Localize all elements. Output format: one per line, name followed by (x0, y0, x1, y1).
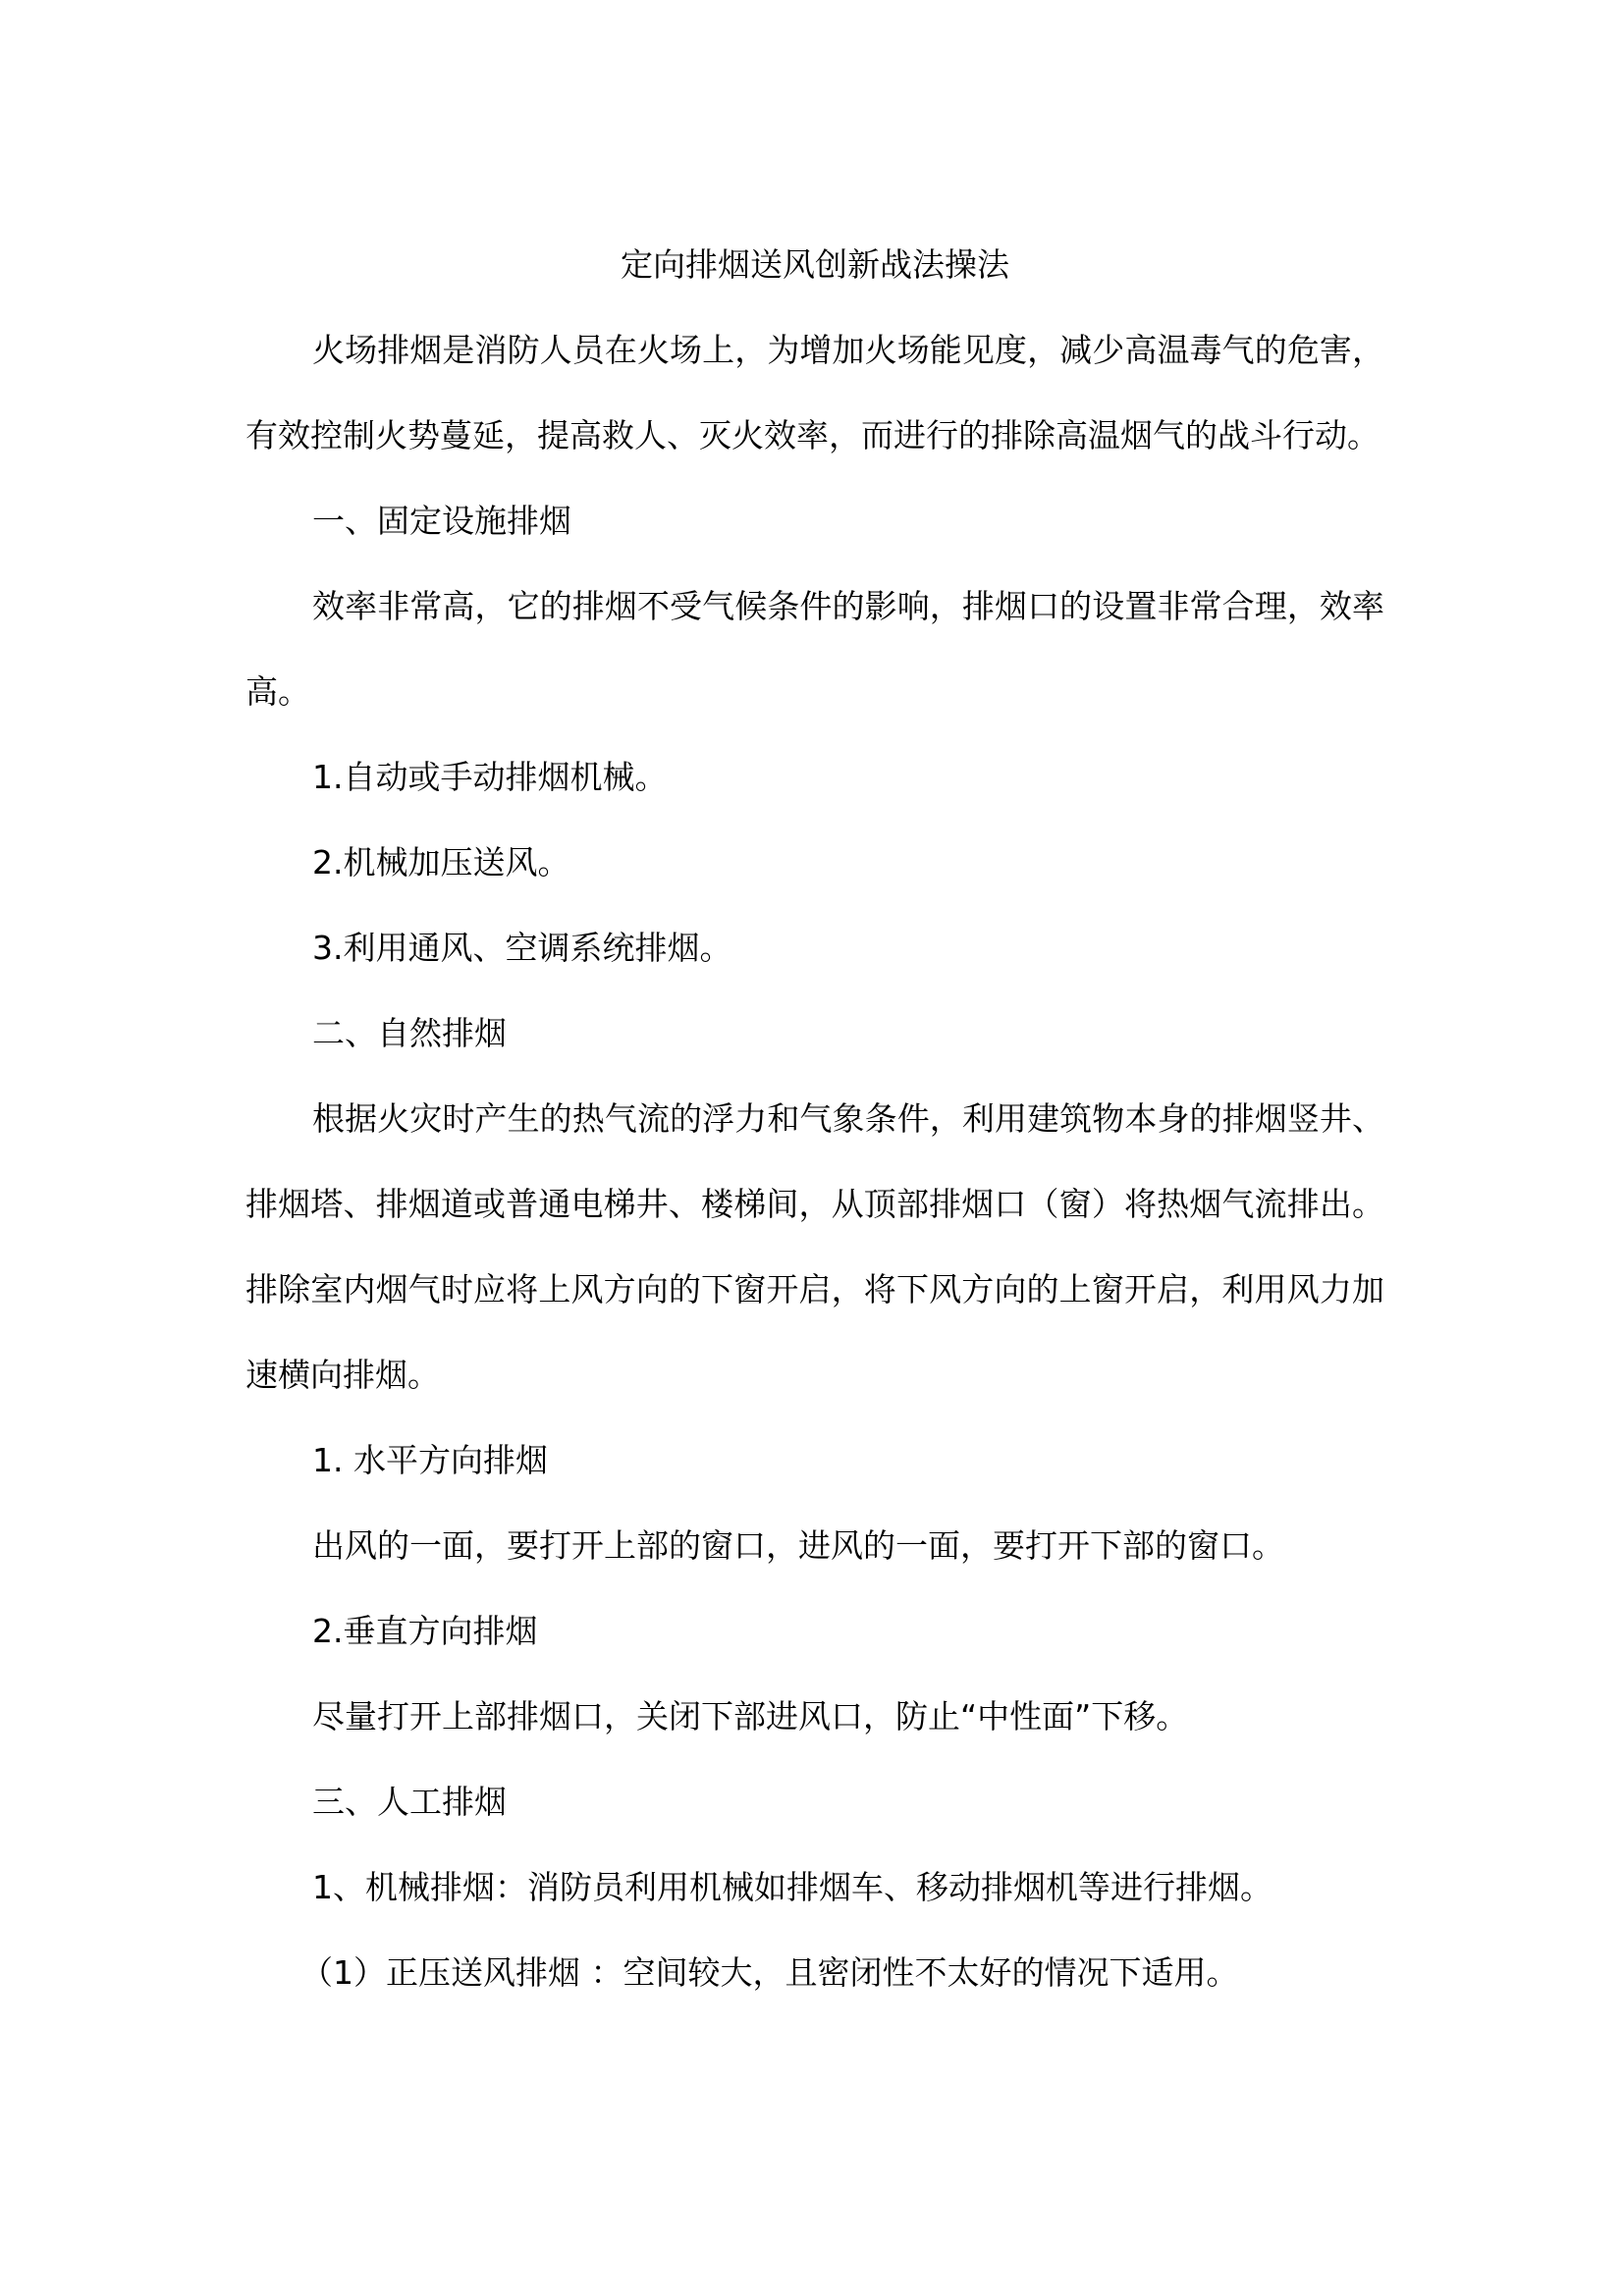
list-item-pressurization: 2.机械加压送风。 (312, 843, 570, 881)
natural-paragraph: 根据火灾时产生的热气流的浮力和气象条件，利用建筑物本身的排烟竖井、排烟塔、排烟道或普通电梯井、楼梯间，从顶部排烟口（窗）将热烟气流排出。排除室内烟气时应将上风方向的下窗开启，将下风方向的上窗开启，利用风力加速横向排烟。 (245, 1099, 1384, 1394)
positive-pressure-paragraph: （1）正压送风排烟 ：空间较大，且密闭性不太好的情况下适用。 (300, 1953, 1239, 1992)
list-item-auto-manual: 1.自动或手动排烟机械。 (312, 758, 668, 796)
fixed-facilities-paragraph: 效率非常高，它的排烟不受气候条件的影响，排烟口的设置非常合理，效率高。 (245, 587, 1384, 711)
mechanical-paragraph: 1、机械排烟：消防员利用机械如排烟车、移动排烟机等进行排烟。 (312, 1868, 1272, 1906)
list-item-ventilation: 3.利用通风、空调系统排烟。 (312, 929, 732, 967)
horizontal-paragraph: 出风的一面，要打开上部的窗口，进风的一面，要打开下部的窗口。 (312, 1526, 1284, 1565)
section-heading-natural: 二、自然排烟 (312, 1014, 507, 1052)
subheading-vertical: 2.垂直方向排烟 (312, 1612, 538, 1650)
document-title: 定向排烟送风创新战法操法 (621, 245, 1009, 284)
subheading-horizontal: 1. 水平方向排烟 (312, 1441, 548, 1479)
document-body (245, 222, 1384, 2015)
vertical-paragraph: 尽量打开上部排烟口，关闭下部进风口，防止“中性面”下移。 (312, 1697, 1189, 1735)
section-heading-manual: 三、人工排烟 (312, 1783, 507, 1821)
section-heading-fixed-facilities: 一、固定设施排烟 (312, 502, 571, 540)
intro-paragraph: 火场排烟是消防人员在火场上，为增加火场能见度，减少高温毒气的危害，有效控制火势蔓延，提高救人、灭火效率，而进行的排除高温烟气的战斗行动。 (245, 331, 1384, 454)
